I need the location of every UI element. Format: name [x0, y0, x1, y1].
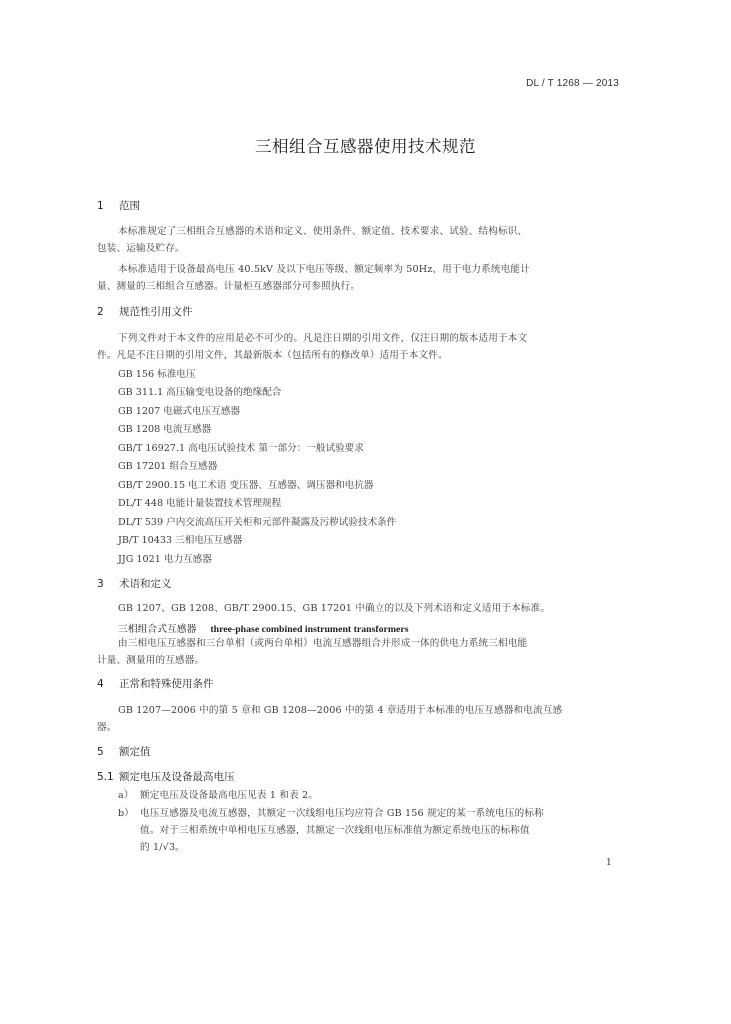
list-item-b-line-2: 值。对于三相系统中单相电压互感器，其额定一次线组电压标准值为额定系统电压的标称值: [140, 825, 530, 836]
term-definition-line-2: 计量、测量用的互感器。: [97, 655, 205, 666]
reference-item: JJG 1021 电力互感器: [118, 554, 212, 565]
section-number: 3: [97, 578, 104, 590]
section-title: 正常和特殊使用条件: [119, 678, 214, 690]
section-1-heading: [97, 198, 140, 213]
reference-item: GB/T 2900.15 电工术语 变压器、互感器、调压器和电抗器: [118, 480, 374, 491]
section-title: 术语和定义: [119, 578, 172, 590]
subsection-title: 额定电压及设备最高电压: [119, 771, 235, 783]
refs-paragraph-line-2: 件。凡是不注日期的引用文件，其最新版本（包括所有的修改单）适用于本文件。: [97, 350, 448, 361]
list-item-b: [118, 805, 544, 819]
reference-item: GB 17201 组合互感器: [118, 461, 218, 472]
list-label: a）: [118, 790, 134, 801]
term-english: three-phase combined instrument transformers: [210, 624, 409, 635]
scope-paragraph-1-line-2: 包装、运输及贮存。: [97, 243, 185, 254]
reference-item: GB 156 标准电压: [118, 369, 196, 380]
list-item-b-line-3: 的 1/√3。: [140, 842, 185, 853]
subsection-5-1-heading: [97, 769, 235, 784]
reference-item: GB 1207 电磁式电压互感器: [118, 406, 240, 417]
scope-paragraph-2-line-2: 量、测量的三相组合互感器。计量柜互感器部分可参照执行。: [97, 281, 361, 292]
term-entry: [118, 617, 409, 636]
section-number: 4: [97, 678, 104, 690]
list-text: 电压互感器及电流互感器，其额定一次线组电压均应符合 GB 156 规定的某一系统电压的标称: [140, 808, 544, 819]
list-label: b）: [118, 808, 135, 819]
section-number: 5: [97, 746, 104, 758]
conditions-paragraph-line-1: GB 1207—2006 中的第 5 章和 GB 1208—2006 中的第 4 章适用于本标准的电压互感器和电流互感: [118, 705, 563, 716]
section-title: 范围: [119, 200, 140, 212]
section-5-heading: [97, 744, 151, 759]
page-title: 三相组合互感器使用技术规范: [255, 137, 476, 156]
standard-code: DL / T 1268 — 2013: [526, 78, 619, 89]
reference-item: GB 1208 电流互感器: [118, 424, 212, 435]
term-definition-line-1: 由三相电压互感器和三台单相（或两台单相）电流互感器组合并形成一体的供电力系统三相电能: [118, 638, 528, 649]
section-number: 1: [97, 200, 104, 212]
reference-item: DL/T 539 户内交流高压开关柜和元部件凝露及污秽试验技术条件: [118, 517, 397, 528]
page-number: 1: [606, 858, 612, 868]
section-title: 规范性引用文件: [119, 306, 193, 318]
section-title: 额定值: [119, 746, 151, 758]
terms-paragraph: GB 1207、GB 1208、GB/T 2900.15、GB 17201 中确立的以及下列术语和定义适用于本标准。: [118, 603, 551, 614]
reference-item: JB/T 10433 三相电压互感器: [118, 535, 243, 546]
section-2-heading: [97, 304, 193, 319]
scope-paragraph-1-line-1: 本标准规定了三相组合互感器的术语和定义、使用条件、额定值、技术要求、试验、结构标识、: [118, 226, 528, 237]
conditions-paragraph-line-2: 器。: [97, 722, 117, 733]
reference-item: GB 311.1 高压输变电设备的绝缘配合: [118, 387, 282, 398]
refs-paragraph-line-1: 下列文件对于本文件的应用是必不可少的。凡是注日期的引用文件，仅注日期的版本适用于本文: [118, 333, 528, 344]
reference-item: GB/T 16927.1 高电压试验技术 第一部分：一般试验要求: [118, 443, 364, 454]
term-chinese: 三相组合式互感器: [118, 624, 197, 635]
reference-item: DL/T 448 电能计量装置技术管理规程: [118, 498, 282, 509]
list-text: 额定电压及设备最高电压见表 1 和表 2。: [140, 790, 319, 801]
scope-paragraph-2-line-1: 本标准适用于设备最高电压 40.5kV 及以下电压等级、额定频率为 50Hz、用于电力系统电能计: [118, 264, 530, 275]
section-3-heading: [97, 576, 172, 591]
subsection-number: 5.1: [97, 771, 114, 783]
section-4-heading: [97, 676, 214, 691]
section-number: 2: [97, 306, 104, 318]
list-item-a: [118, 787, 318, 801]
